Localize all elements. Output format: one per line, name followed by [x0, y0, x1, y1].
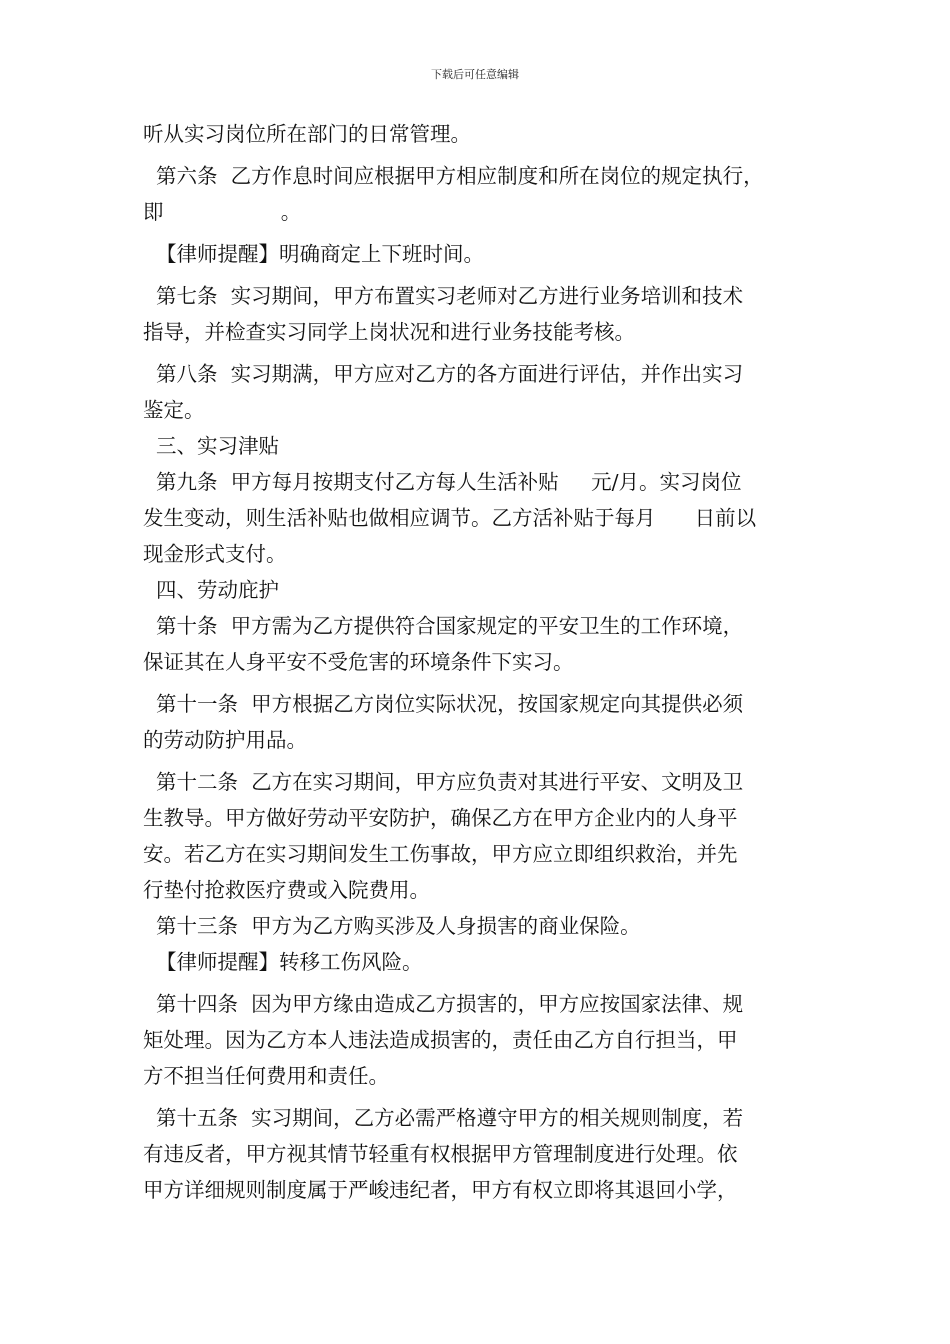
text-line: 第十五条 实习期间，乙方必需严格遵守甲方的相关规则制度，若: [143, 1106, 744, 1130]
text-line: 第九条 甲方每月按期支付乙方每人生活补贴 元/月。实习岗位: [143, 470, 742, 494]
text-line: 第六条 乙方作息时间应根据甲方相应制度和所在岗位的规定执行，: [143, 164, 764, 188]
document-body: [143, 116, 809, 1208]
text-line: 生教导。甲方做好劳动平安防护，确保乙方在甲方企业内的人身平: [143, 806, 738, 830]
text-line: 方不担当任何费用和责任。: [143, 1064, 389, 1088]
text-line: 的劳动防护用品。: [143, 728, 307, 752]
text-line: 行垫付抢救医疗费或入院费用。: [143, 878, 430, 902]
text-line: 第十三条 甲方为乙方购买涉及人身损害的商业保险。: [143, 914, 641, 938]
text-line: 现金形式支付。: [143, 542, 287, 566]
text-line: 第八条 实习期满，甲方应对乙方的各方面进行评估，并作出实习: [143, 362, 744, 386]
page-header: [0, 66, 950, 82]
text-line: 即 。: [143, 200, 302, 224]
text-line: 甲方详细规则制度属于严峻违纪者，甲方有权立即将其退回小学，: [143, 1178, 738, 1202]
text-line: 听从实习岗位所在部门的日常管理。: [143, 122, 471, 146]
text-line: 第十二条 乙方在实习期间，甲方应负责对其进行平安、文明及卫: [143, 770, 744, 794]
text-line: 【律师提醒】明确商定上下班时间。: [143, 242, 485, 266]
text-line: 【律师提醒】转移工伤风险。: [143, 950, 423, 974]
text-line: 第十一条 甲方根据乙方岗位实际状况，按国家规定向其提供必须: [143, 692, 744, 716]
text-line: 矩处理。因为乙方本人违法造成损害的，责任由乙方自行担当，甲: [143, 1028, 738, 1052]
text-line: 有违反者，甲方视其情节轻重有权根据甲方管理制度进行处理。依: [143, 1142, 738, 1166]
text-line: 鉴定。: [143, 398, 205, 422]
text-line: 保证其在人身平安不受危害的环境条件下实习。: [143, 650, 574, 674]
text-line: 四、劳动庇护: [143, 578, 280, 602]
text-line: 指导，并检查实习同学上岗状况和进行业务技能考核。: [143, 320, 635, 344]
text-line: 发生变动，则生活补贴也做相应调节。乙方活补贴于每月 日前以: [143, 506, 757, 530]
text-line: 第十条 甲方需为乙方提供符合国家规定的平安卫生的工作环境，: [143, 614, 744, 638]
text-line: 三、实习津贴: [143, 434, 280, 458]
text-line: 安。若乙方在实习期间发生工伤事故，甲方应立即组织救治，并先: [143, 842, 738, 866]
header-note: 下载后可任意编辑: [431, 68, 519, 81]
text-line: 第十四条 因为甲方缘由造成乙方损害的，甲方应按国家法律、规: [143, 992, 744, 1016]
text-line: 第七条 实习期间，甲方布置实习老师对乙方进行业务培训和技术: [143, 284, 744, 308]
